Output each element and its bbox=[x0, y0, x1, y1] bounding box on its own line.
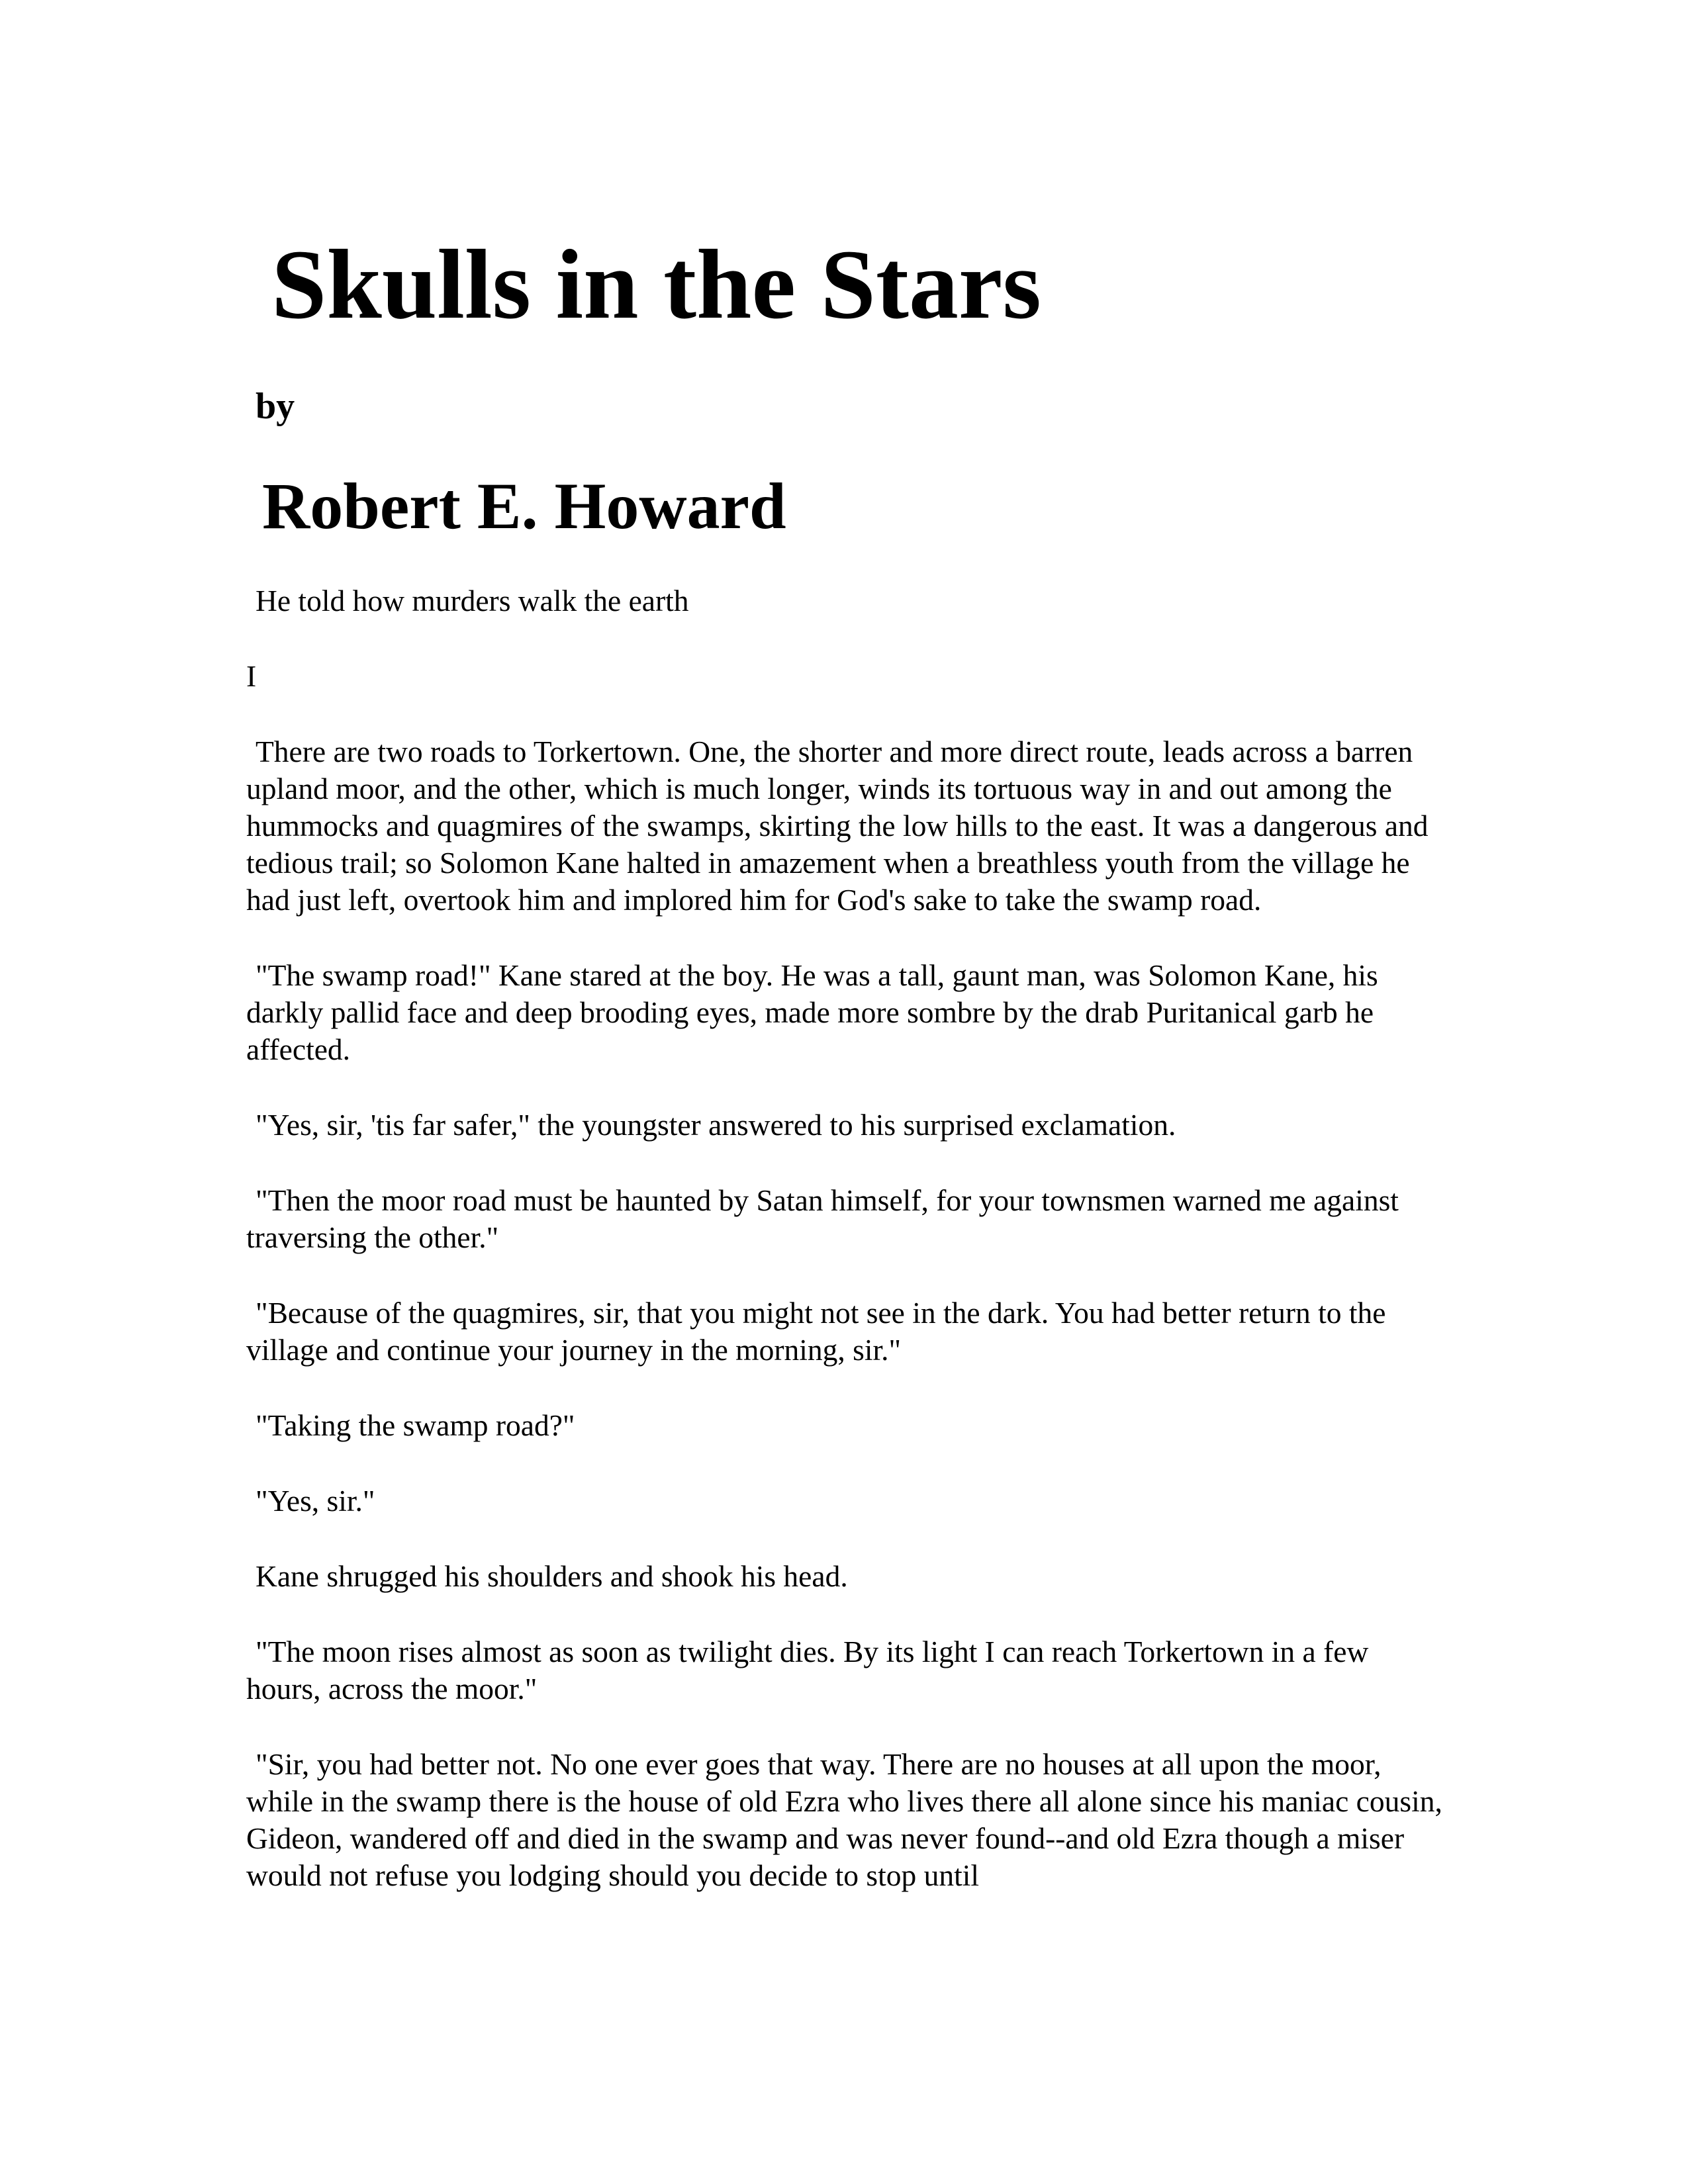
paragraph: "Sir, you had better not. No one ever goes that way. There are no houses at all upon the moor, while in the swamp there is the house of old Ezra who lives there all alone since his maniac cousin, Gideon, wandered off and died in the swamp and was never found--and old Ezra though a miser would not refuse you lodging should you decide to stop until bbox=[246, 1747, 1442, 1892]
story-title: Skulls in the Stars bbox=[271, 230, 1041, 340]
paragraph: Kane shrugged his shoulders and shook his head. bbox=[256, 1559, 848, 1593]
epigraph: He told how murders walk the earth bbox=[256, 584, 689, 617]
author-name: Robert E. Howard bbox=[262, 469, 786, 543]
paragraph: "Because of the quagmires, sir, that you might not see in the dark. You had better return to the village and continue your journey in the morning, sir." bbox=[246, 1296, 1386, 1367]
paragraph: There are two roads to Torkertown. One, the shorter and more direct route, leads across a barren upland moor, and the other, which is much longer, winds its tortuous way in and out among the hummocks and quagmires of the swamps, skirting the low hills to the east. It was a dangerous and tedious trail; so Solomon Kane halted in amazement when a breathless youth from the village he had just left, overtook him and implored him for God's sake to take the swamp road. bbox=[246, 735, 1429, 917]
story-body bbox=[246, 582, 1444, 1933]
chapter-heading: I bbox=[246, 659, 257, 693]
paragraph: "The swamp road!" Kane stared at the boy. He was a tall, gaunt man, was Solomon Kane, his darkly pallid face and deep brooding eyes, made more sombre by the drab Puritanical garb he affected. bbox=[246, 958, 1378, 1066]
paragraph: "The moon rises almost as soon as twilight dies. By its light I can reach Torkertown in a few hours, across the moor." bbox=[246, 1635, 1369, 1706]
paragraph: "Yes, sir." bbox=[256, 1484, 375, 1518]
byline: by bbox=[256, 386, 295, 427]
paragraph: "Then the moor road must be haunted by Satan himself, for your townsmen warned me against traversing the other." bbox=[246, 1183, 1399, 1254]
paragraph: "Taking the swamp road?" bbox=[256, 1408, 575, 1442]
paragraph: "Yes, sir, 'tis far safer," the youngster answered to his surprised exclamation. bbox=[256, 1108, 1176, 1142]
